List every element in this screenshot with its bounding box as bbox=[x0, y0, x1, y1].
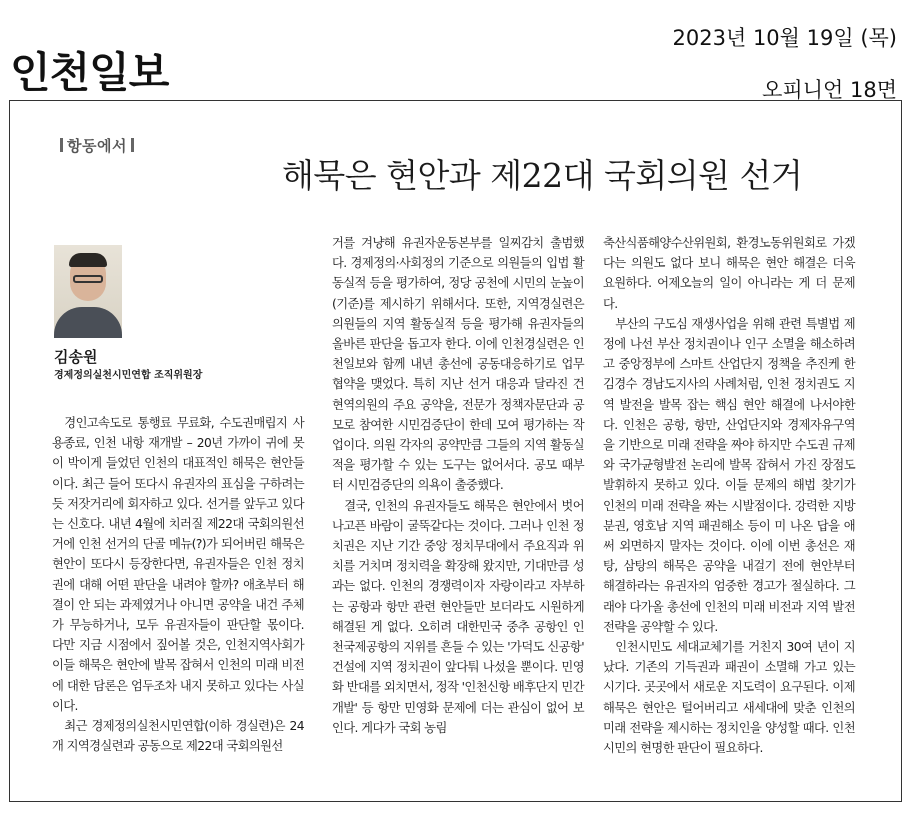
tag-bar-right bbox=[131, 138, 134, 152]
section-page: 오피니언 18면 bbox=[762, 78, 897, 102]
publication-date: 2023년 10월 19일 (목) bbox=[672, 26, 897, 50]
article-column-3 bbox=[603, 233, 855, 758]
photo-glasses bbox=[73, 275, 103, 283]
article-paragraph-5: 인천시민도 세대교체기를 거친지 30여 년이 지났다. 기존의 기득권과 패권이 소멸해 가고 있는 시기다. 곳곳에서 새로운 지도력이 요구된다. 이제 해묵은 현안은 털어버리고 새세대에 맞춘 인천의 미래 전략을 제시하는 정치인을 양성할 때다. 인천시민의 현명한 판단이 필요하다. bbox=[603, 640, 855, 756]
article-column-1 bbox=[52, 413, 304, 756]
author-photo bbox=[54, 245, 122, 338]
article-paragraph-1: 경인고속도로 통행료 무료화, 수도권매립지 사용종료, 인천 내항 재개발 – 20년 가까이 귀에 못이 박이게 들었던 인천의 대표적인 해묵은 현안들이다. 최근 들어 또다시 유권자의 표심을 구하려는 듯 저잣거리에 회자하고 있다. 선거를 앞두고 있다는 신호다. 내년 4월에 치러질 제22대 국회의원선거에 인천 선거의 단골 메뉴(?)가 되어버린 해묵은 현안이 또다시 등장한다면, 유권자들은 인천 정치권에 대해 어떤 판단을 내려야 할까? 애초부터 해결이 안 되는 과제였거나 아니면 공약을 내건 주체가 무능하거나, 모두 유권자들이 판단할 몫이다. 다만 지금 시점에서 짚어볼 것은, 인천지역사회가 이들 해묵은 현안에 발목 잡혀서 인천의 미래 비전에 대한 담론은 엄두조차 내지 못하고 있다는 사실이다. bbox=[52, 416, 304, 713]
article-paragraph-4: 부산의 구도심 재생사업을 위해 관련 특별법 제정에 나선 부산 정치권이나 인구 소멸을 해소하려고 중앙정부에 스마트 산업단지 정책을 추진케 한 김경수 경남도지사의 사례처럼, 인천 정치권도 지역 발전을 발목 잡는 핵심 현안 해결에 나서야한다. 인천은 공항, 항만, 산업단지와 경제자유구역을 기반으로 미래 전략을 짜야 하지만 수도권 규제와 국가균형발전 논리에 발목 잡혀서 가진 장점도 발휘하지 못하고 있다. 이들 문제의 해법 찾기가 인천의 미래 전략을 짜는 시발점이다. 강력한 지방분권, 영호남 지역 패권해소 등이 미 나온 답을 애써 외면하지 말자는 것이다. 이에 이번 총선은 재탕, 삼탕의 해묵은 공약을 내걸기 전에 현안부터 해결하라는 유권자의 엄중한 경고가 절실하다. 그래야 다가올 총선에 인천의 미래 비전과 지역 발전 전략을 공약할 수 있다. bbox=[603, 316, 855, 634]
author-title: 경제정의실천시민연합 조직위원장 bbox=[54, 370, 203, 381]
article-paragraph-3-cont: 축산식품해양수산위원회, 환경노동위원회로 가겠다는 의원도 없다 보니 해묵은 현안 해결은 더욱 요원하다. 어제오늘의 일이 아니라는 게 더 문제다. bbox=[603, 236, 855, 311]
column-tag bbox=[56, 135, 138, 156]
article-headline: 해묵은 현안과 제22대 국회의원 선거 bbox=[282, 156, 803, 195]
photo-hair bbox=[69, 253, 107, 267]
article-paragraph-2-start: 최근 경제정의실천시민연합(이하 경실련)은 24개 지역경실련과 공동으로 제22대 국회의원선 bbox=[52, 719, 304, 754]
photo-body bbox=[54, 307, 122, 338]
article-paragraph-3-start: 결국, 인천의 유권자들도 해묵은 현안에서 벗어나고픈 바람이 굴뚝같다는 것이다. 그러나 인천 정치권은 지난 기간 중앙 정치무대에서 주요직과 위치를 거치며 정치력을 확장해 왔지만, 기대만큼 성과는 없다. 인천의 경쟁력이자 자랑이라고 자부하는 공항과 항만 관련 현안들만 보더라도 시원하게 해결된 게 없다. 오히려 대한민국 중추 공항인 인천국제공항의 지위를 흔들 수 있는 '가덕도 신공항' 건설에 지역 정치권이 앞다퉈 나섰을 뿐이다. 민영화 반대를 외치면서, 정작 '인천신항 배후단지 민간개발' 등 항만 민영화 문제에 더는 관심이 없어 보인다. 게다가 국회 농림 bbox=[332, 498, 584, 735]
tag-bar-left bbox=[60, 138, 63, 152]
article-paragraph-2-cont: 거를 겨냥해 유권자운동본부를 일찌감치 출범했다. 경제정의·사회정의 기준으로 의원들의 입법 활동실적 등을 평가하여, 정당 공천에 시민의 눈높이(기준)를 제시하기 위해서다. 또한, 지역경실련은 의원들의 지역 활동실적 등을 평가해 유권자들의 올바른 판단을 돕고자 한다. 이에 인천경실련은 인천일보와 함께 내년 총선에 공동대응하기로 업무협약을 맺었다. 특히 지난 선거 대응과 달라진 건 현역의원의 주요 공약을, 전문가 정책자문단과 공모로 참여한 시민검증단이 한데 모여 평가하는 작업이다. 의원 각자의 공약만큼 그들의 지역 활동실적을 평가할 수 있는 도구는 없어서다. 공모 때부터 시민검증단의 의욕이 출중했다. bbox=[332, 236, 584, 493]
newspaper-masthead: 인천일보 bbox=[10, 48, 169, 97]
article-column-2 bbox=[332, 233, 584, 738]
column-name: 항동에서 bbox=[67, 137, 127, 155]
author-name: 김송원 bbox=[54, 348, 98, 366]
